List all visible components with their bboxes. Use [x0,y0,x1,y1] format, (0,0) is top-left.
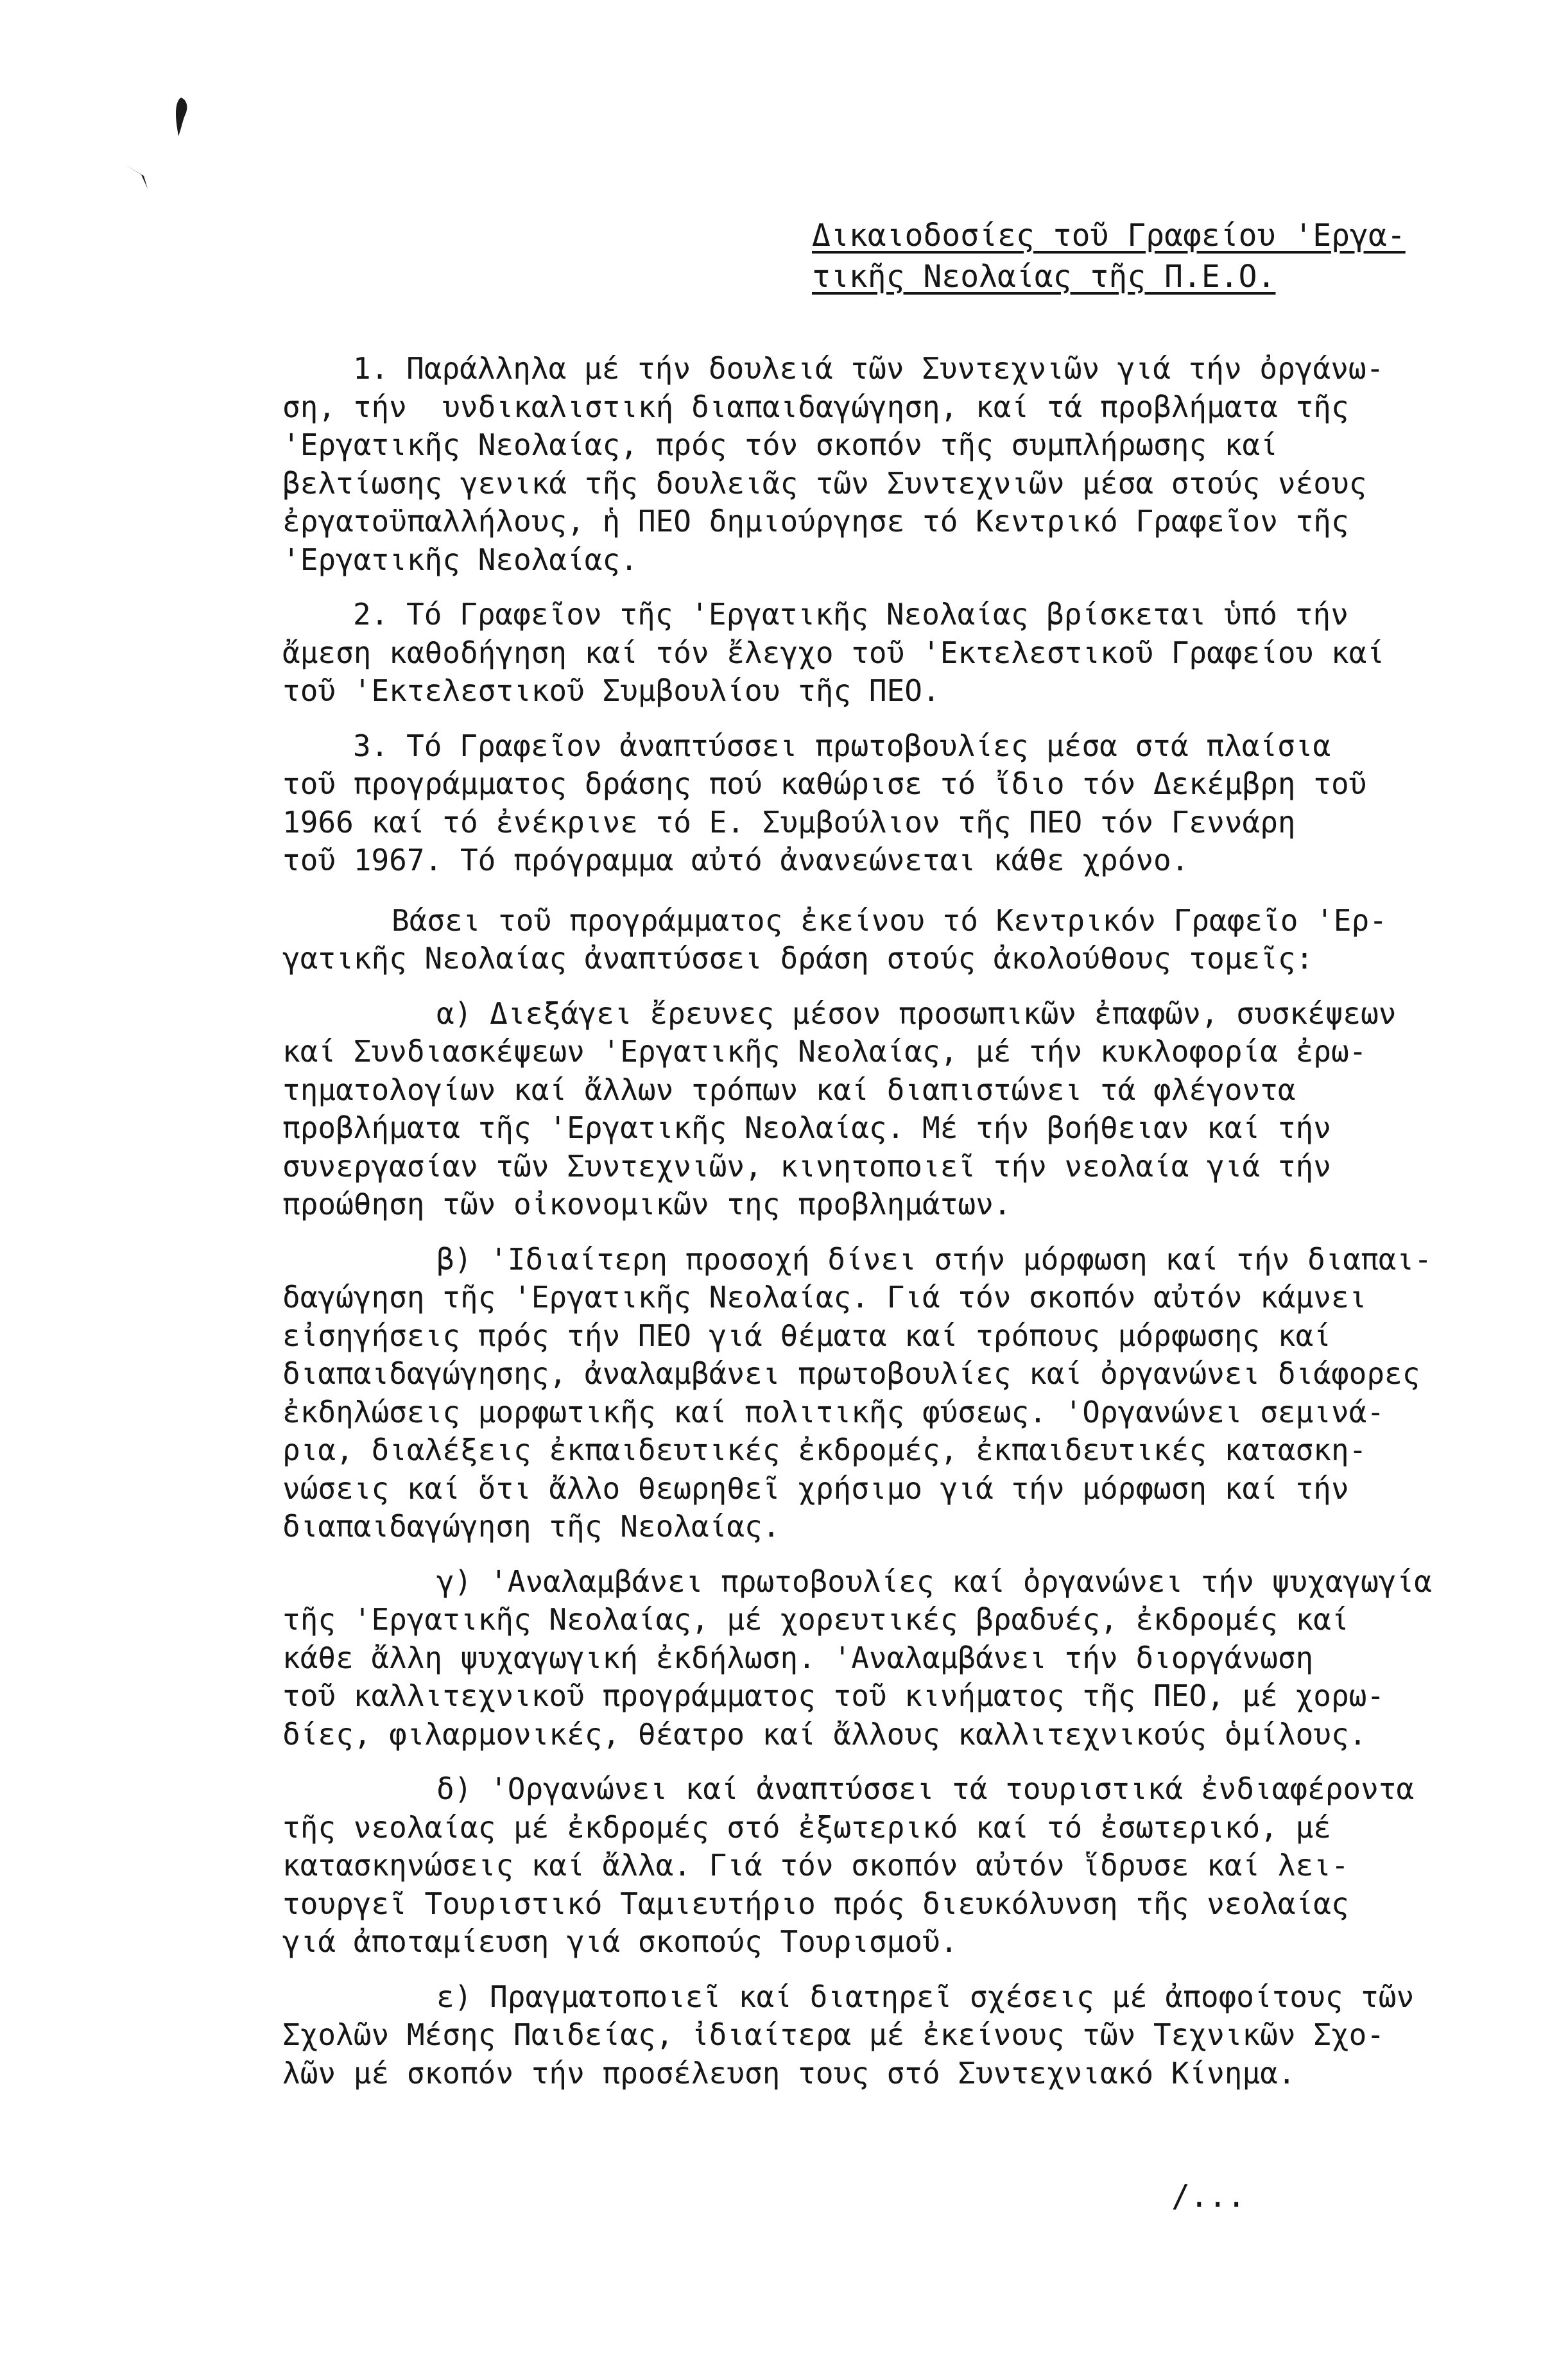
text-line: Σχολῶν Μέσης Παιδείας, ἰδιαίτερα μέ ἐκείνους τῶν Τεχνικῶν Σχο- [282,2017,1385,2052]
text-line: δαγώγηση τῆς 'Εργατικῆς Νεολαίας. Γιά τόν σκοπόν αὐτόν κάμνει [282,1280,1367,1315]
ink-blot-mark [172,96,191,137]
text-line: 3. Τό Γραφεῖον ἀναπτύσσει πρωτοβουλίες μέσα στά πλαίσια [353,728,1331,763]
sector-epsilon [282,1978,1502,2093]
text-line: τοῦ καλλιτεχνικοῦ προγράμματος τοῦ κινήματος τῆς ΠΕΟ, μέ χορω- [282,1678,1385,1713]
numbered-paragraph-3 [282,727,1502,880]
text-line: 'Εργατικῆς Νεολαίας. [282,542,638,577]
text-line: νώσεις καί ὅτι ἄλλο θεωρηθεῖ χρήσιμο γιά τήν μόρφωση καί τήν [282,1470,1349,1506]
text-line: γατικῆς Νεολαίας ἀναπτύσσει δράση στούς ἀκολούθους τομεῖς: [282,941,1314,976]
text-line: ἄμεση καθοδήγηση καί τόν ἔλεγχο τοῦ 'Εκτελεστικοῦ Γραφείου καί [282,635,1385,670]
title-line: τικῆς Νεολαίας τῆς Π.Ε.Ο. [812,259,1276,295]
sectors-intro [282,902,1502,978]
text-line: ρια, διαλέξεις ἐκπαιδευτικές ἐκδρομές, ἐκπαιδευτικές κατασκη- [282,1433,1367,1467]
sector-alpha [282,995,1502,1224]
text-line: 1966 καί τό ἐνέκρινε τό Ε. Συμβούλιον τῆς ΠΕΟ τόν Γεννάρη [282,804,1296,840]
text-line: βελτίωσης γενικά τῆς δουλειᾶς τῶν Συντεχνιῶν μέσα στούς νέους [282,465,1367,501]
text-line: διαπαιδαγώγηση τῆς Νεολαίας. [282,1509,780,1544]
text-line: Βάσει τοῦ προγράμματος ἐκείνου τό Κεντρικόν Γραφεῖο 'Ερ- [392,902,1387,938]
text-line: 1. Παράλληλα μέ τήν δουλειά τῶν Συντεχνιῶν γιά τήν ὀργάνω- [353,351,1384,386]
text-line: τῆς 'Εργατικῆς Νεολαίας, μέ χορευτικές βραδυές, ἐκδρομές καί [282,1602,1349,1637]
pen-stroke-mark [122,160,173,193]
text-line: διαπαιδαγώγησης, ἀναλαμβάνει πρωτοβουλίες καί ὀργανώνει διάφορες [282,1356,1420,1391]
text-line: ε) Πραγματοποιεῖ καί διατηρεῖ σχέσεις μέ ἀποφοίτους τῶν [436,1979,1415,2014]
text-line: τοῦ 'Εκτελεστικοῦ Συμβουλίου τῆς ΠΕΟ. [282,673,940,708]
text-line: τῆς νεολαίας μέ ἐκδρομές στό ἐξωτερικό καί τό ἐσωτερικό, μέ [282,1809,1331,1845]
text-line: 'Εργατικῆς Νεολαίας, πρός τόν σκοπόν τῆς συμπλήρωσης καί [282,427,1278,462]
text-line: κατασκηνώσεις καί ἄλλα. Γιά τόν σκοπόν αὐτόν ἵδρυσε καί λει- [282,1848,1349,1883]
numbered-paragraph-1 [282,350,1502,579]
text-line: καί Συνδιασκέψεων 'Εργατικῆς Νεολαίας, μέ τήν κυκλοφορία ἐρω- [282,1034,1367,1069]
text-line: κάθε ἄλλη ψυχαγωγική ἐκδήλωση. 'Αναλαμβάνει τήν διοργάνωση [282,1640,1314,1675]
sector-delta [282,1770,1502,1962]
document-title [812,215,1460,297]
text-line: γιά ἀποταμίευση γιά σκοπούς Τουρισμοῦ. [282,1924,958,1959]
text-line: εἰσηγήσεις πρός τήν ΠΕΟ γιά θέματα καί τρόπους μόρφωσης καί [282,1318,1331,1353]
sector-beta [282,1241,1502,1546]
numbered-paragraph-2 [282,596,1502,711]
text-line: τουργεῖ Τουριστικό Ταμιευτήριο πρός διευκόλυνση τῆς νεολαίας [282,1886,1349,1921]
text-line: δ) 'Οργανώνει καί ἀναπτύσσει τά τουριστικά ἐνδιαφέροντα [436,1772,1415,1806]
text-line: συνεργασίαν τῶν Συντεχνιῶν, κινητοποιεῖ τήν νεολαία γιά τήν [282,1148,1331,1184]
text-line: προβλήματα τῆς 'Εργατικῆς Νεολαίας. Μέ τήν βοήθειαν καί τήν [282,1110,1331,1145]
text-line: λῶν μέ σκοπόν τήν προσέλευση τους στό Συντεχνιακό Κίνημα. [282,2055,1296,2091]
text-line: ση, τήν υνδικαλιστική διαπαιδαγώγηση, καί τά προβλήματα τῆς [282,389,1349,424]
title-line: Δικαιοδοσίες τοῦ Γραφείου 'Εργα- [812,218,1406,254]
text-line: γ) 'Αναλαμβάνει πρωτοβουλίες καί ὀργανώνει τήν ψυχαγωγία [436,1564,1432,1599]
text-line: ἐργατοϋπαλλήλους, ἡ ΠΕΟ δημιούργησε τό Κεντρικό Γραφεῖον τῆς [282,504,1349,539]
text-line: δίες, φιλαρμονικές, θέατρο καί ἄλλους καλλιτεχνικούς ὁμίλους. [282,1716,1367,1752]
text-line: β) 'Ιδιαίτερη προσοχή δίνει στήν μόρφωση καί τήν διαπαι- [436,1241,1432,1277]
continuation-mark: /... [1171,2178,1246,2214]
text-line: ἐκδηλώσεις μορφωτικῆς καί πολιτικῆς φύσεως. 'Οργανώνει σεμινά- [282,1394,1385,1429]
document-body [282,350,1502,2092]
text-line: τοῦ 1967. Τό πρόγραμμα αὐτό ἀνανεώνεται κάθε χρόνο. [282,843,1189,877]
text-line: προώθηση τῶν οἰκονομικῶν της προβλημάτων. [282,1187,1012,1221]
text-line: τοῦ προγράμματος δράσης πού καθώρισε τό ἴδιο τόν Δεκέμβρη τοῦ [282,766,1367,801]
text-line: τηματολογίων καί ἄλλων τρόπων καί διαπιστώνει τά φλέγοντα [282,1072,1296,1107]
text-line: α) Διεξάγει ἔρευνες μέσον προσωπικῶν ἐπαφῶν, συσκέψεων [436,996,1397,1031]
text-line: 2. Τό Γραφεῖον τῆς 'Εργατικῆς Νεολαίας βρίσκεται ὑπό τήν [353,597,1348,632]
sector-gamma [282,1563,1502,1754]
